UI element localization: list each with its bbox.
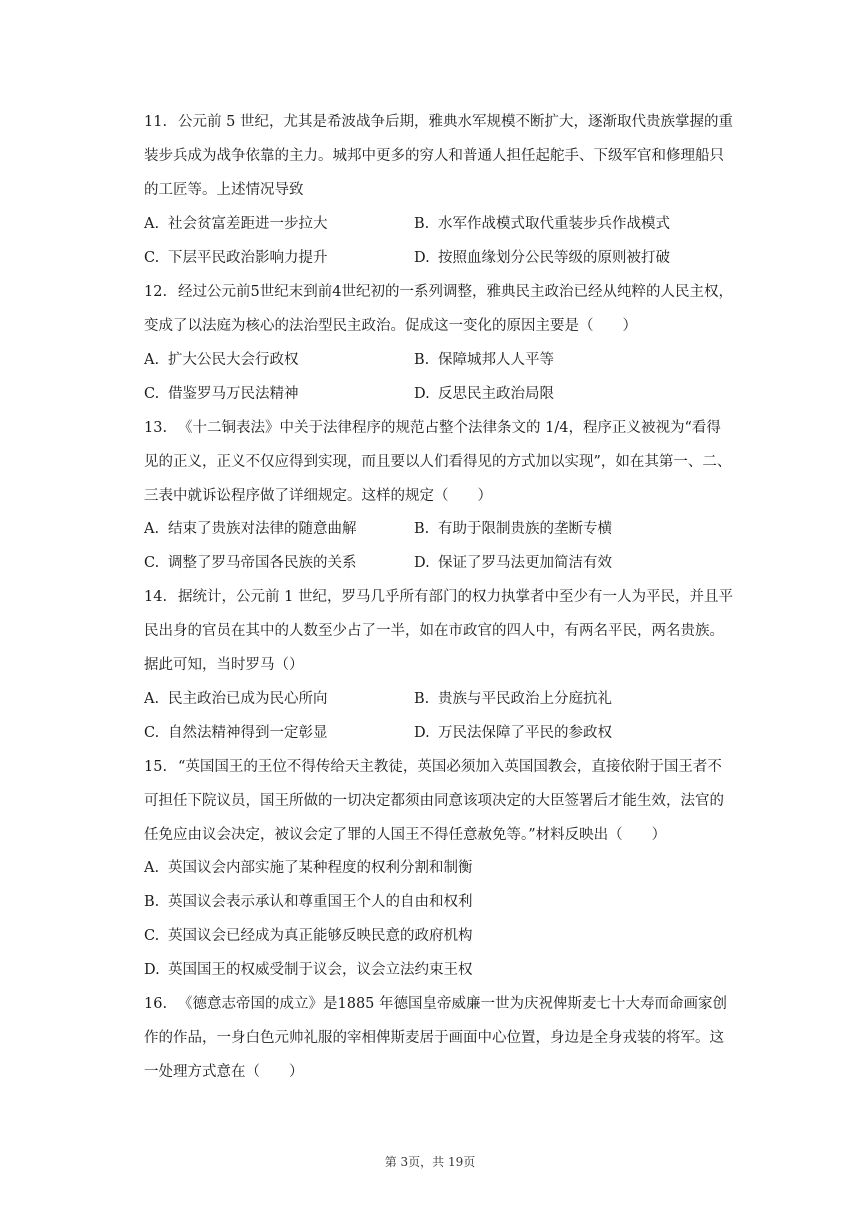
option-a: A. 英国议会内部实施了某种程度的权利分割和制衡 — [144, 860, 473, 876]
question-number: 16. — [144, 996, 168, 1012]
option-c: C. 英国议会已经成为真正能够反映民意的政府机构 — [144, 928, 473, 944]
option-a: A. 社会贫富差距进一步拉大 — [144, 216, 328, 232]
option-a: A. 扩大公民大会行政权 — [144, 352, 299, 368]
question-12-line-2: 变成了以法庭为核心的法治型民主政治。促成这一变化的原因主要是（ ） — [144, 318, 637, 334]
option-d: D. 万民法保障了平民的参政权 — [414, 725, 612, 741]
question-11-line-2: 装步兵成为战争依靠的主力。城邦中更多的穷人和普通人担任起舵手、下级军官和修理船只 — [144, 148, 724, 164]
question-15-line-1 — [144, 757, 722, 777]
question-13-line-3: 三表中就诉讼程序做了详细规定。这样的规定（ ） — [144, 488, 492, 504]
question-text: 《德意志帝国的成立》是1885 年德国皇帝威廉一世为庆祝俾斯麦七十大寿而命画家创 — [178, 996, 728, 1012]
question-number: 11. — [144, 114, 168, 130]
option-c: C. 借鉴罗马万民法精神 — [144, 386, 299, 402]
option-d: D. 反思民主政治局限 — [414, 386, 554, 402]
option-b: B. 英国议会表示承认和尊重国王个人的自由和权利 — [144, 894, 473, 910]
question-number: 14. — [144, 589, 168, 605]
question-16-line-1 — [144, 994, 727, 1014]
question-number: 13. — [144, 420, 168, 436]
option-b: B. 有助于限制贵族的垄断专横 — [414, 521, 612, 537]
question-text: 公元前 5 世纪，尤其是希波战争后期，雅典水军规模不断扩大，逐渐取代贵族掌握的重 — [178, 114, 733, 130]
option-c: C. 下层平民政治影响力提升 — [144, 250, 328, 266]
question-14-line-2: 民出身的官员在其中的人数至少占了一半，如在市政官的四人中，有两名平民，两名贵族。 — [144, 623, 724, 639]
question-12-line-1 — [144, 282, 733, 302]
option-c: C. 调整了罗马帝国各民族的关系 — [144, 555, 357, 571]
question-text: “英国国王的王位不得传给天主教徒，英国必须加入英国国教会，直接依附于国王者不 — [178, 759, 722, 775]
question-text: 《十二铜表法》中关于法律程序的规范占整个法律条文的 1/4，程序正义被视为“看得 — [178, 420, 721, 436]
question-14-line-3: 据此可知，当时罗马（） — [144, 657, 304, 673]
option-a: A. 结束了贵族对法律的随意曲解 — [144, 521, 357, 537]
question-number: 12. — [144, 284, 168, 300]
question-text: 据统计，公元前 1 世纪，罗马几乎所有部门的权力执掌者中至少有一人为平民，并且平 — [178, 589, 733, 605]
question-14-line-1 — [144, 587, 733, 607]
question-text: 经过公元前5世纪末到前4世纪初的一系列调整，雅典民主政治已经从纯粹的人民主权， — [178, 284, 733, 300]
question-15-line-3: 任免应由议会决定，被议会定了罪的人国王不得任意赦免等。”材料反映出（ ） — [144, 827, 667, 843]
option-a: A. 民主政治已成为民心所向 — [144, 691, 328, 707]
option-c: C. 自然法精神得到一定彰显 — [144, 725, 328, 741]
question-number: 15. — [144, 759, 168, 775]
question-13-line-1 — [144, 418, 721, 438]
option-d: D. 英国国王的权威受制于议会，议会立法约束王权 — [144, 962, 473, 978]
question-16-line-2: 作的作品，一身白色元帅礼服的宰相俾斯麦居于画面中心位置，身边是全身戎装的将军。这 — [144, 1030, 724, 1046]
option-d: D. 按照血缘划分公民等级的原则被打破 — [414, 250, 670, 266]
question-11-line-1 — [144, 112, 733, 132]
page-footer: 第 3页，共 19页 — [384, 1155, 476, 1169]
option-b: B. 保障城邦人人平等 — [414, 352, 554, 368]
question-15-line-2: 可担任下院议员，国王所做的一切决定都须由同意该项决定的大臣签署后才能生效，法官的 — [144, 793, 724, 809]
option-b: B. 水军作战模式取代重装步兵作战模式 — [414, 216, 670, 232]
question-16-line-3: 一处理方式意在（ ） — [144, 1064, 304, 1080]
question-13-line-2: 见的正义，正义不仅应得到实现，而且要以人们看得见的方式加以实现”，如在其第一、二、 — [144, 454, 732, 470]
question-11-line-3: 的工匠等。上述情况导致 — [144, 182, 304, 198]
option-d: D. 保证了罗马法更加简洁有效 — [414, 555, 612, 571]
option-b: B. 贵族与平民政治上分庭抗礼 — [414, 691, 612, 707]
